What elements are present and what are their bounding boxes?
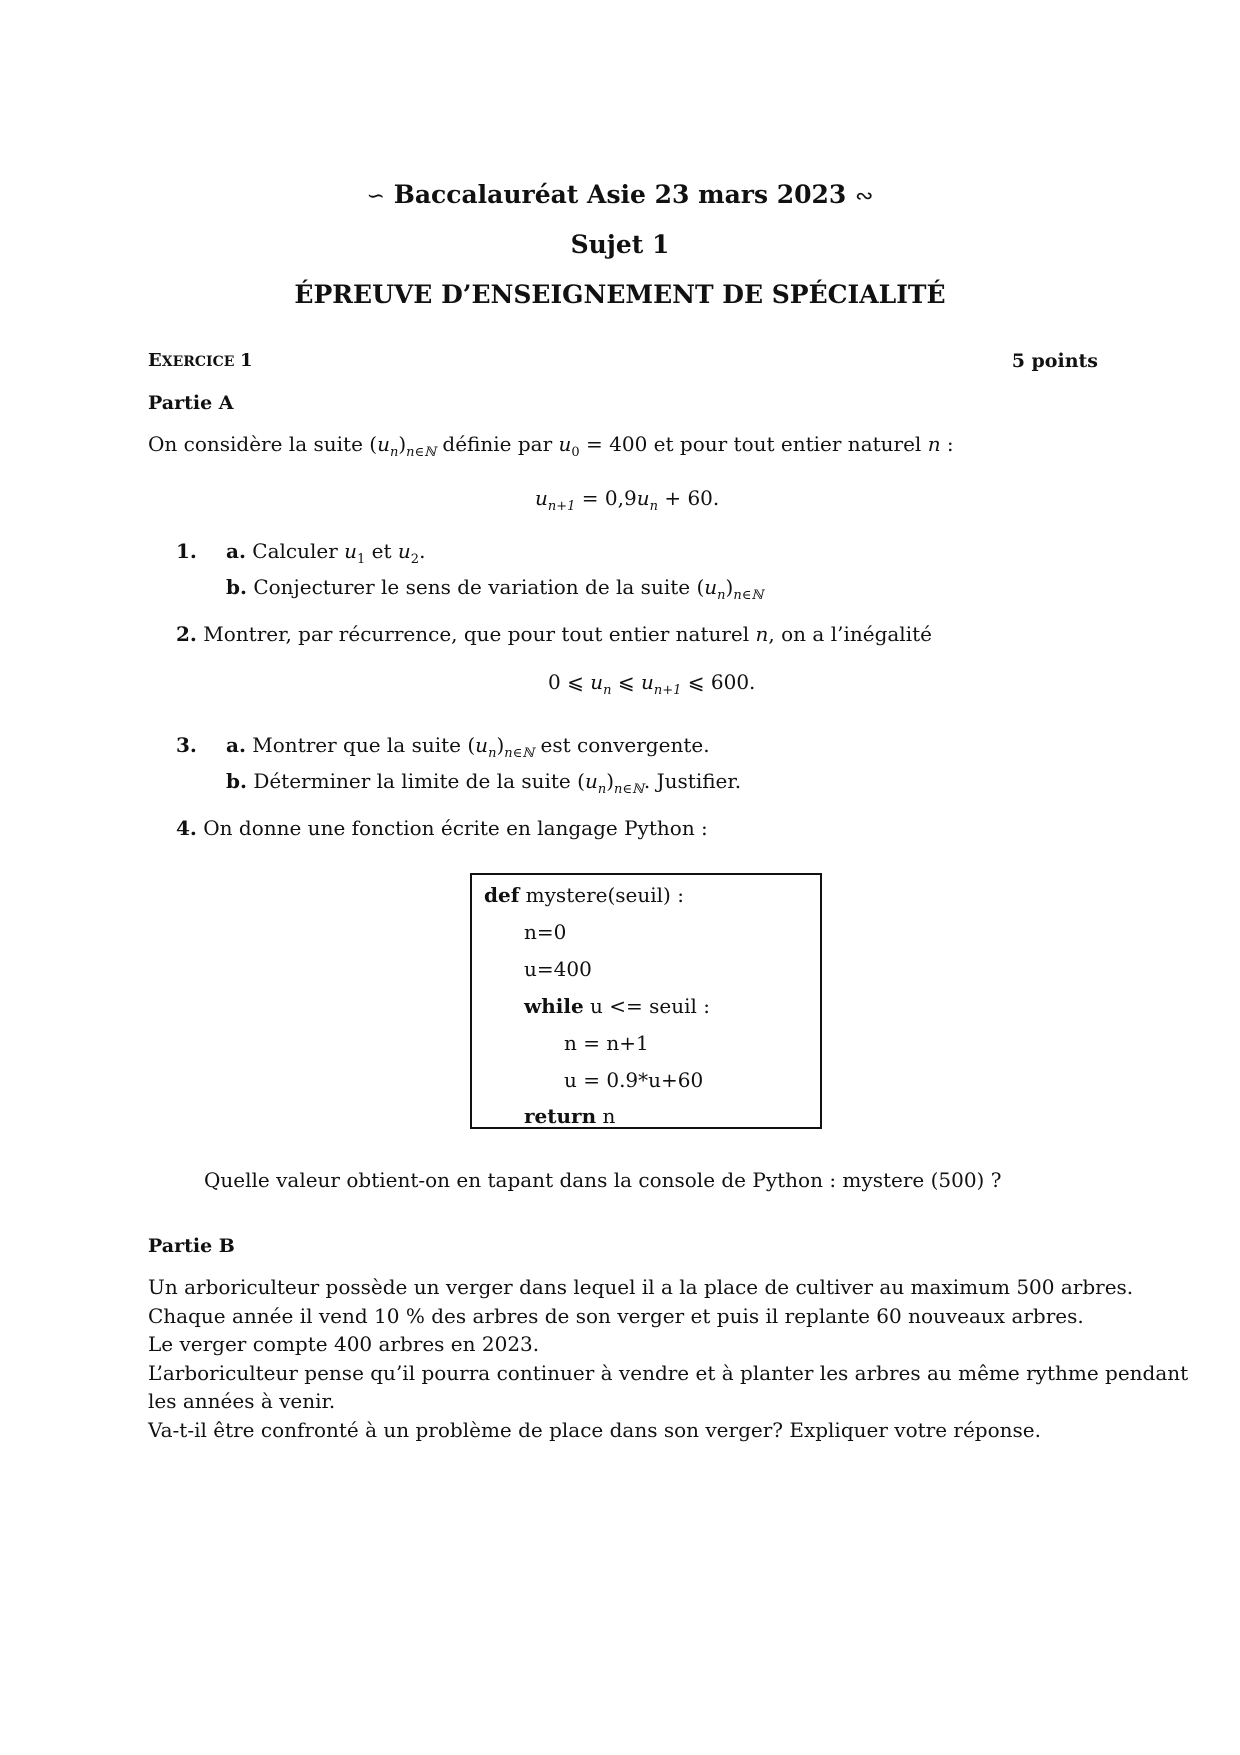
partB-heading: Partie B bbox=[148, 1235, 235, 1257]
partB-line: Un arboriculteur possède un verger dans lequel il a la place de cultiver au maximum 500 arbres. bbox=[148, 1275, 1134, 1299]
q4: 4. On donne une fonction écrite en langage Python : bbox=[176, 816, 708, 840]
q1-number: 1. bbox=[176, 539, 197, 563]
subject-number: Sujet 1 bbox=[570, 230, 670, 259]
code-line-3: u=400 bbox=[524, 957, 592, 981]
code-line-5: n = n+1 bbox=[564, 1031, 649, 1055]
exercise-label: EXERCICE 1 bbox=[148, 350, 253, 371]
partB-line: les années à venir. bbox=[148, 1389, 336, 1413]
title-text: Baccalauréat Asie 23 mars 2023 bbox=[393, 180, 847, 209]
q3b: b. Déterminer la limite de la suite $(u_n)_{n\in ℕ}$. Justifier. bbox=[226, 769, 742, 797]
partA-heading: Partie A bbox=[148, 392, 234, 414]
ornament-right-icon: ∾ bbox=[855, 184, 874, 209]
q2-inequality: 0 ⩽ $u_n$ ⩽ $u_{n+1}$ ⩽ 600. bbox=[548, 670, 756, 698]
q1b: b. Conjecturer le sens de variation de la suite $(u_n)_{n\in ℕ}$ bbox=[226, 575, 764, 603]
q3a: a. Montrer que la suite $(u_n)_{n\in ℕ}$ est convergente. bbox=[226, 733, 710, 761]
recurrence-formula: $u_{n+1} = 0,9u_n + 60$. bbox=[535, 486, 720, 514]
q4-followup: Quelle valeur obtient-on en tapant dans la console de Python : mystere (500) ? bbox=[204, 1168, 1002, 1192]
code-line-6: u = 0.9*u+60 bbox=[564, 1068, 704, 1092]
partB-line: Le verger compte 400 arbres en 2023. bbox=[148, 1332, 540, 1356]
q1a: a. Calculer $u_1$ et $u_2$. bbox=[226, 539, 426, 567]
exam-type: ÉPREUVE D’ENSEIGNEMENT DE SPÉCIALITÉ bbox=[294, 280, 946, 309]
ornament-left-icon: ∽ bbox=[366, 184, 385, 209]
code-line-4: while u <= seuil : bbox=[524, 994, 711, 1018]
q2: 2. Montrer, par récurrence, que pour tout entier naturel n, on a l’inégalité bbox=[176, 622, 932, 646]
partB-line: Va-t-il être confronté à un problème de place dans son verger? Expliquer votre réponse. bbox=[148, 1417, 1041, 1442]
python-code-block bbox=[470, 873, 822, 1129]
code-line-2: n=0 bbox=[524, 920, 567, 944]
q3-number: 3. bbox=[176, 733, 197, 757]
exercise-points: 5 points bbox=[1011, 350, 1098, 372]
exam-title bbox=[0, 180, 1240, 209]
partB-line: L’arboriculteur pense qu’il pourra continuer à vendre et à planter les arbres au même rythme pendant bbox=[148, 1360, 1189, 1385]
partB-text bbox=[148, 1273, 1188, 1444]
code-line-7: return n bbox=[524, 1104, 616, 1128]
partA-intro: On considère la suite $(u_n)_{n\in ℕ}$ définie par $u_0 = 400$ et pour tout entier naturel n : bbox=[148, 432, 954, 460]
partB-line: Chaque année il vend 10 % des arbres de son verger et puis il replante 60 nouveaux arbres. bbox=[148, 1303, 1084, 1328]
code-line-1: def mystere(seuil) : bbox=[484, 883, 684, 907]
